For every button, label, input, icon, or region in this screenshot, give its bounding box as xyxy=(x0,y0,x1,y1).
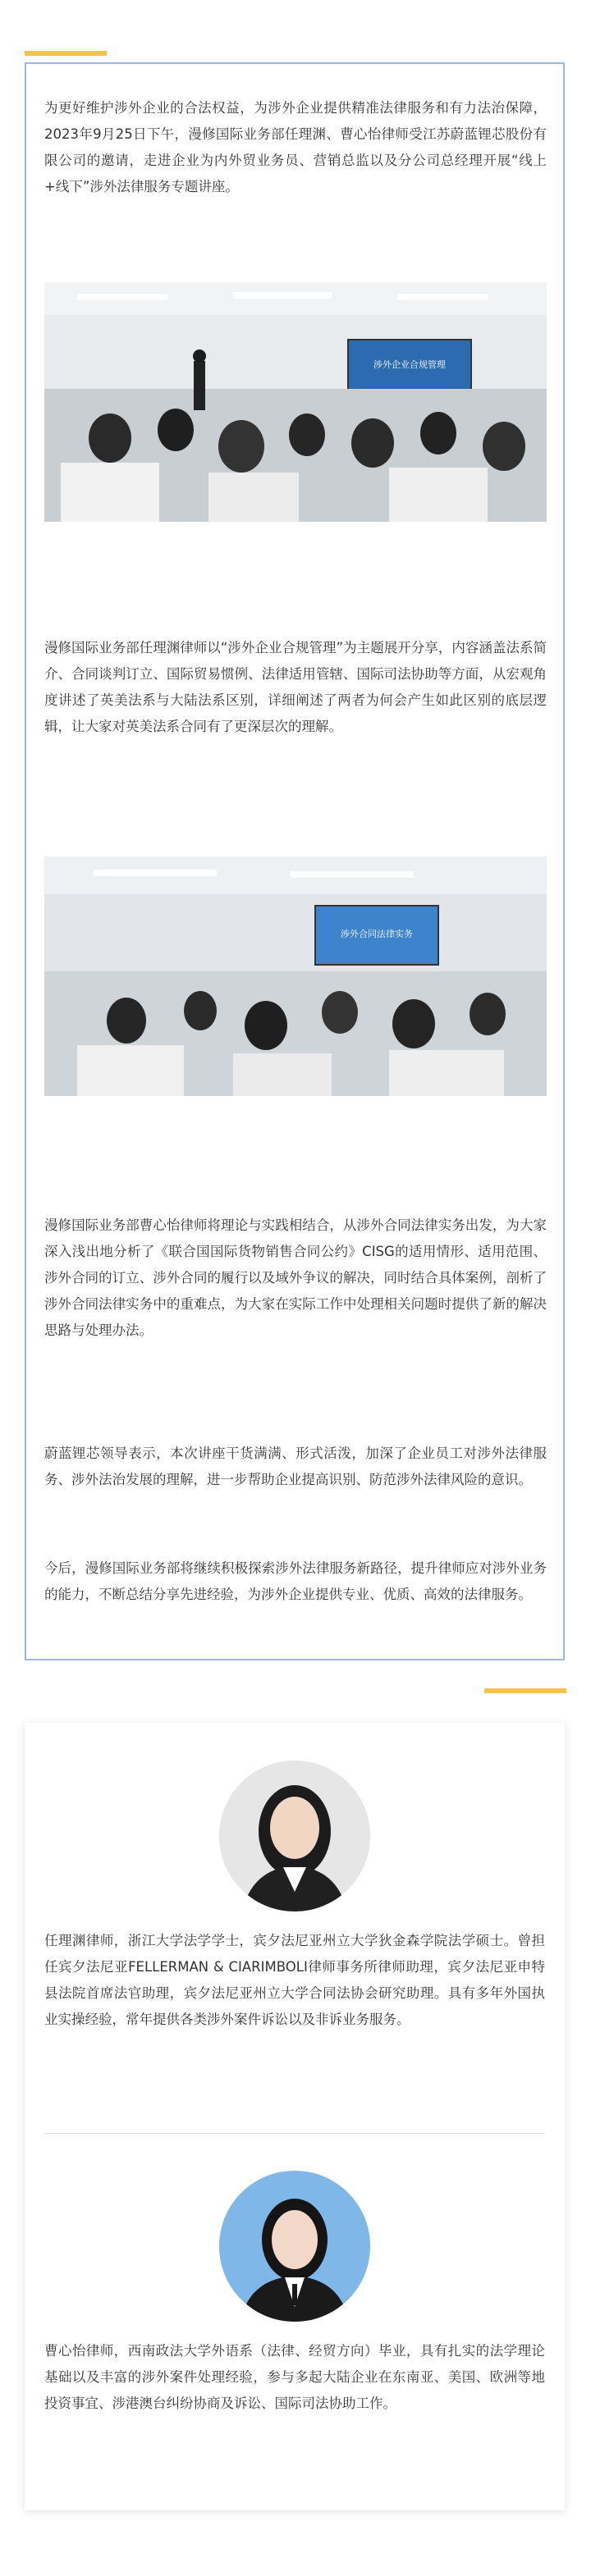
accent-bar-top xyxy=(25,51,107,56)
article-paragraph-intro: 为更好维护涉外企业的合法权益，为涉外企业提供精准法律服务和有力法治保障，2023年9月25日下午，漫修国际业务部任理渊、曹心怡律师受江苏蔚蓝锂芯股份有限公司的邀请，走进企业为内外贸业务员、营销总监以及分公司总经理开展“线上+线下”涉外法律服务专题讲座。 xyxy=(44,100,547,194)
bio-cao: 曹心怡律师，西南政法大学外语系（法律、经贸方向）毕业，具有扎实的法学理论基础以及丰富的涉外案件处理经验，参与多起大陆企业在东南亚、美国、欧洲等地投资事宜、涉港澳台纠纷协商及诉讼、国际司法协助工作。 xyxy=(44,2343,545,2411)
avatar-cao xyxy=(219,2171,370,2322)
article-card xyxy=(25,62,565,1660)
lecture-photo-2-illustration xyxy=(44,856,547,1096)
article-paragraph-ren: 漫修国际业务部任理渊律师以“涉外企业合规管理”为主题展开分享，内容涵盖法系简介、合同谈判订立、国际贸易惯例、法律适用管辖、国际司法协助等方面，从宏观角度讲述了英美法系与大陆法系区别，详细阐述了两者为何会产生如此区别的底层逻辑，让大家对英美法系合同有了更深层次的理解。 xyxy=(44,640,547,734)
bio-ren: 任理渊律师，浙江大学法学学士，宾夕法尼亚州立大学狄金森学院法学硕士。曾担任宾夕法尼亚FELLERMAN & CIARIMBOLI律师事务所律师助理，宾夕法尼亚申特县法院首席法官助理，宾夕法尼亚州立大学合同法协会研究助理。具有多年外国执业实操经验，常年提供各类涉外案件诉讼以及非诉业务服务。 xyxy=(44,1933,545,2027)
article-paragraph-cao: 漫修国际业务部曹心怡律师将理论与实践相结合，从涉外合同法律实务出发，为大家深入浅出地分析了《联合国国际货物销售合同公约》CISG的适用情形、适用范围、涉外合同的订立、涉外合同的履行以及域外争议的解决，同时结合具体案例，剖析了涉外合同法律实务中的重难点，为大家在实际工作中处理相关问题时提供了新的解决思路与处理办法。 xyxy=(44,1217,547,1338)
accent-bar-mid xyxy=(484,1688,566,1693)
avatar-ren xyxy=(219,1761,370,1911)
article-paragraph-feedback: 蔚蓝锂芯领导表示，本次讲座干货满满、形式活泼，加深了企业员工对涉外法律服务、涉外法治发展的理解，进一步帮助企业提高识别、防范涉外法律风险的意识。 xyxy=(44,1446,547,1487)
profile-divider xyxy=(44,2133,545,2134)
lecture-photo-1 xyxy=(44,282,547,522)
avatar-ren-portrait xyxy=(219,1761,370,1911)
screen-title-1: 涉外企业合规管理 xyxy=(373,359,446,370)
article-paragraph-outlook: 今后，漫修国际业务部将继续积极探索涉外法律服务新路径，提升律师应对涉外业务的能力，不断总结分享先进经验，为涉外企业提供专业、优质、高效的法律服务。 xyxy=(44,1560,547,1602)
lawyer-profiles-card xyxy=(25,1723,565,2510)
lecture-photo-1-illustration xyxy=(44,282,547,522)
screen-title-2: 涉外合同法律实务 xyxy=(341,929,413,939)
avatar-cao-portrait xyxy=(219,2171,370,2322)
lecture-photo-2 xyxy=(44,856,547,1096)
